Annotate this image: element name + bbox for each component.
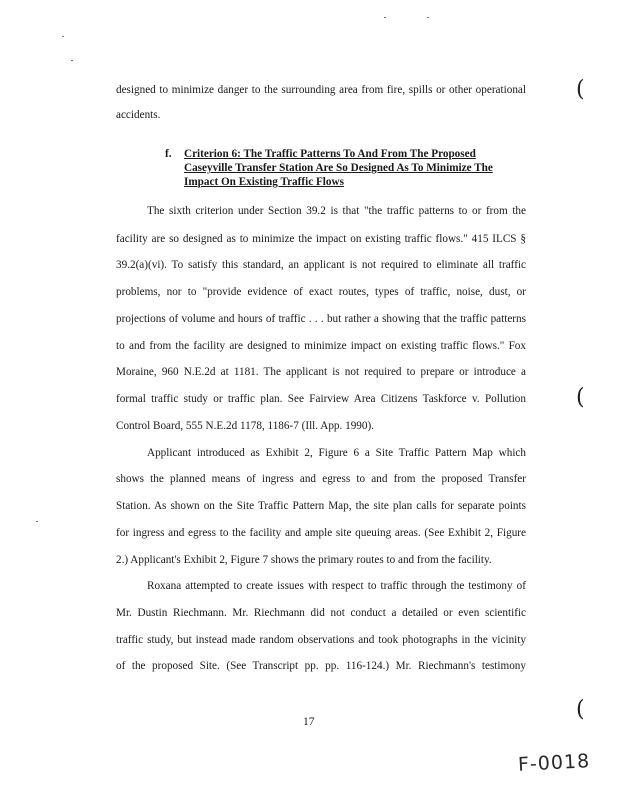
margin-bracket: ( xyxy=(576,77,585,102)
paragraph-line: Applicant introduced as Exhibit 2, Figure 6 a Site Traffic Pattern Map which xyxy=(147,447,526,459)
intro-line: accidents. xyxy=(116,109,161,121)
paragraph-line: 2.) Applicant's Exhibit 2, Figure 7 shows the primary routes to and from the facility. xyxy=(116,554,492,566)
paragraph-line: Roxana attempted to create issues with respect to traffic through the testimony of xyxy=(147,580,526,592)
paragraph-line: Control Board, 555 N.E.2d 1178, 1186-7 (Ill. App. 1990). xyxy=(116,420,375,432)
paragraph-line: formal traffic study or traffic plan. See Fairview Area Citizens Taskforce v. Pollution xyxy=(116,393,526,405)
paragraph-line: facility are so designed as to minimize the impact on existing traffic flows." 415 ILCS § xyxy=(116,233,526,245)
scan-speck xyxy=(62,36,64,37)
section-heading-line: Impact On Existing Traffic Flows xyxy=(184,176,344,188)
margin-bracket: ( xyxy=(576,385,585,410)
paragraph-line: projections of volume and hours of traffic . . . but rather a showing that the traffic patterns xyxy=(116,313,526,325)
bates-stamp: F-0018 xyxy=(517,750,591,776)
paragraph-line: The sixth criterion under Section 39.2 is that "the traffic patterns to or from the xyxy=(147,205,526,217)
paragraph-line: 39.2(a)(vi). To satisfy this standard, an applicant is not required to eliminate all traffic xyxy=(116,259,526,271)
page-number: 17 xyxy=(303,716,315,728)
intro-line: designed to minimize danger to the surrounding area from fire, spills or other operational xyxy=(116,84,526,96)
paragraph-line: Mr. Dustin Riechmann. Mr. Riechmann did not conduct a detailed or even scientific xyxy=(116,607,526,619)
scan-speck xyxy=(36,521,38,522)
scan-speck xyxy=(427,17,429,18)
section-marker: f. xyxy=(165,148,172,160)
paragraph-line: for ingress and egress to the facility and ample site queuing areas. (See Exhibit 2, Figure xyxy=(116,527,526,539)
paragraph-line: of the proposed Site. (See Transcript pp. pp. 116-124.) Mr. Riechmann's testimony xyxy=(116,660,526,672)
paragraph-line: problems, nor to "provide evidence of exact routes, types of traffic, noise, dust, or xyxy=(116,286,526,298)
paragraph-line: shows the planned means of ingress and egress to and from the proposed Transfer xyxy=(116,473,526,485)
paragraph-line: traffic study, but instead made random observations and took photographs in the vicinity xyxy=(116,634,526,646)
section-heading-line: Caseyville Transfer Station Are So Designed As To Minimize The xyxy=(184,162,493,174)
scan-speck xyxy=(71,60,73,61)
scan-speck xyxy=(384,17,386,18)
section-heading-line: Criterion 6: The Traffic Patterns To And From The Proposed xyxy=(184,148,476,160)
paragraph-line: Moraine, 960 N.E.2d at 1181. The applicant is not required to prepare or introduce a xyxy=(116,366,526,378)
paragraph-line: Station. As shown on the Site Traffic Pattern Map, the site plan calls for separate points xyxy=(116,500,526,512)
margin-bracket: ( xyxy=(576,697,585,722)
paragraph-line: to and from the facility are designed to minimize impact on existing traffic flows." Fox xyxy=(116,340,526,352)
